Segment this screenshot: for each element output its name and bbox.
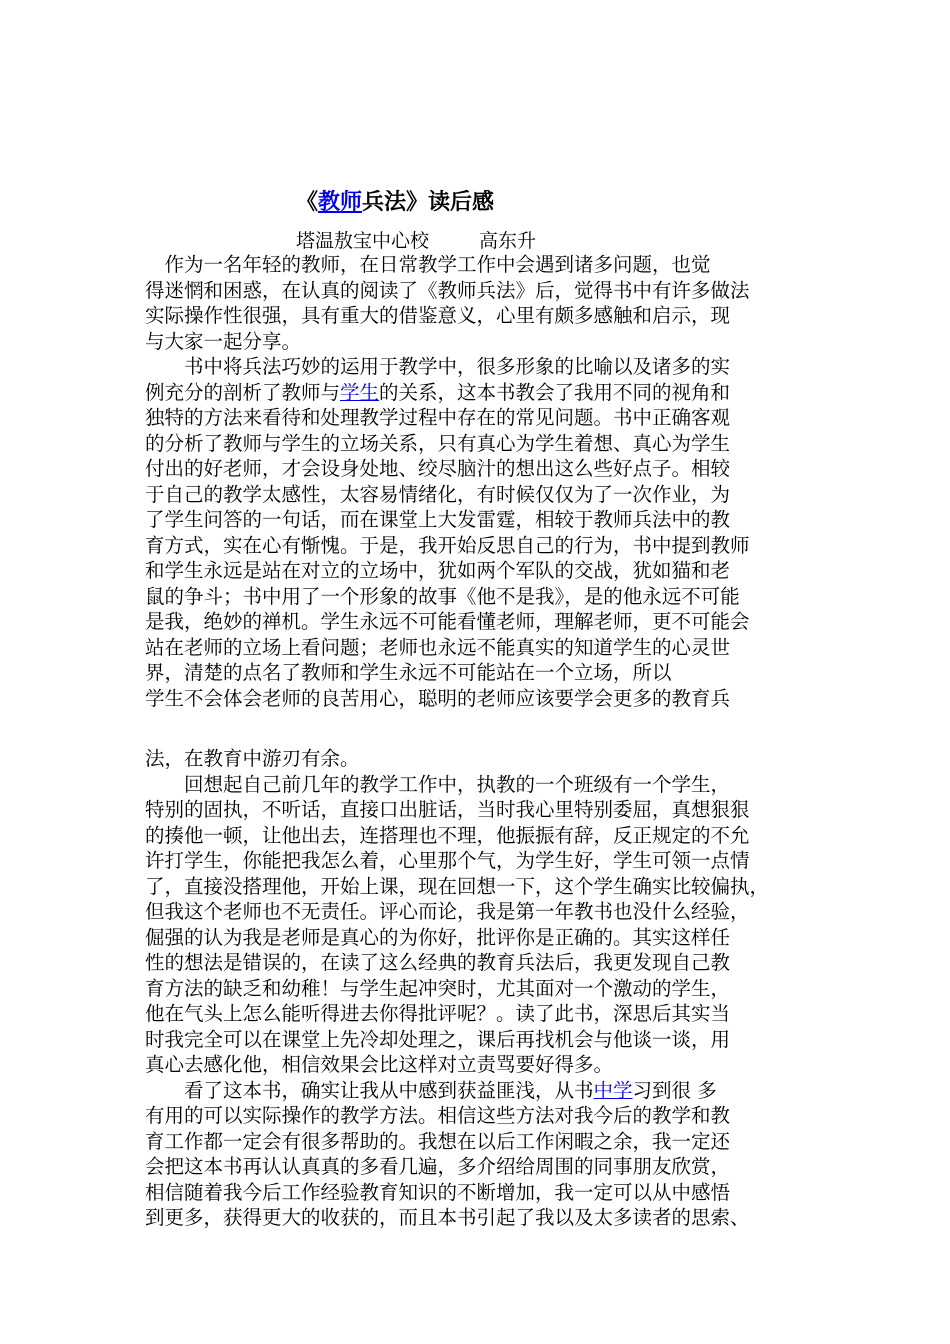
text-line: 他在气头上怎么能听得进去你得批评呢？。读了此书，深思后其实当 <box>145 1002 731 1025</box>
text-line: 书中将兵法巧妙的运用于教学中，很多形象的比喻以及诸多的实 <box>145 355 731 378</box>
text-line: 与大家一起分享。 <box>145 329 302 353</box>
text-line: 时我完全可以在课堂上先冷却处理之，课后再找机会与他谈一谈，用 <box>145 1027 731 1051</box>
body-section-2 <box>145 746 810 1231</box>
title-suffix: 兵法》读后感 <box>362 190 495 215</box>
text-run: 例充分的剖析了教师与 <box>145 380 341 404</box>
text-line: 育方法的缺乏和幼稚！与学生起冲突时，尤其面对一个激动的学生， <box>145 976 731 1000</box>
document-title <box>296 185 494 216</box>
text-line: 付出的好老师，才会设身处地、绞尽脑汁的想出这么些好点子。相较 <box>145 457 731 480</box>
text-line: 的分析了教师与学生的立场关系，只有真心为学生着想、真心为学生 <box>145 431 731 455</box>
text-line: 了，直接没搭理他，开始上课，现在回想一下，这个学生确实比较偏执， <box>145 874 770 898</box>
title-prefix: 《 <box>296 190 319 215</box>
title-link-teacher[interactable]: 教师 <box>318 190 363 215</box>
text-line: 学生不会体会老师的良苦用心，聪明的老师应该要学会更多的教育兵 <box>145 686 731 710</box>
text-line: 实际操作性很强，具有重大的借鉴意义，心里有颇多感触和启示，现 <box>145 304 731 327</box>
text-line: 于自己的教学太感性，太容易情绪化，有时候仅仅为了一次作业，为 <box>145 482 731 506</box>
text-line: 站在老师的立场上看问题；老师也永远不能真实的知道学生的心灵世 <box>145 635 731 659</box>
text-line: 作为一名年轻的教师，在日常教学工作中会遇到诸多问题，也觉 <box>145 253 711 276</box>
text-line: 鼠的争斗；书中用了一个形象的故事《他不是我》，是的他永远不可能 <box>145 584 740 608</box>
text-line: 界，清楚的点名了教师和学生永远不可能站在一个立场，所以 <box>145 661 672 684</box>
text-line: 相信随着我今后工作经验教育知识的不断增加，我一定可以从中感悟 <box>145 1180 731 1204</box>
text-line <box>145 380 810 406</box>
link-student[interactable]: 学生 <box>340 380 380 404</box>
text-line: 法，在教育中游刃有余。 <box>145 747 360 770</box>
author-name: 高东升 <box>479 230 537 252</box>
text-line: 许打学生，你能把我怎么着，心里那个气，为学生好，学生可领一点情 <box>145 849 750 872</box>
text-line: 有用的可以实际操作的教学方法。相信这些方法对我今后的教学和教 <box>145 1104 731 1127</box>
text-line: 特别的固执，不听话，直接口出脏话，当时我心里特别委屈，真想狠狠 <box>145 798 750 821</box>
text-line: 和学生永远是站在对立的立场中，犹如两个军队的交战，犹如猫和老 <box>145 559 731 582</box>
text-line: 性的想法是错误的，在读了这么经典的教育兵法后，我更发现自己教 <box>145 951 731 974</box>
text-run: 习到很 多 <box>632 1078 717 1102</box>
link-middle-school[interactable]: 中学 <box>593 1078 633 1102</box>
author-line <box>296 226 536 253</box>
text-line: 是我，绝妙的禅机。学生永远不可能看懂老师，理解老师，更不可能会 <box>145 610 750 633</box>
text-run: 的关系，这本书教会了我用不同的视角和 <box>379 380 731 404</box>
text-line: 得迷惘和困惑，在认真的阅读了《教师兵法》后，觉得书中有许多做法 <box>145 278 750 302</box>
text-line: 到更多，获得更大的收获的，而且本书引起了我以及太多读者的思索、 <box>145 1206 750 1229</box>
author-school: 塔温敖宝中心校 <box>296 230 430 252</box>
text-line: 育工作都一定会有很多帮助的。我想在以后工作闲暇之余，我一定还 <box>145 1129 731 1153</box>
text-line: 育方式，实在心有惭愧。于是，我开始反思自己的行为，书中提到教师 <box>145 533 750 557</box>
text-line: 回想起自己前几年的教学工作中，执教的一个班级有一个学生， <box>145 772 731 796</box>
text-line: 了学生问答的一句话，而在课堂上大发雷霆，相较于教师兵法中的教 <box>145 508 731 531</box>
text-line <box>145 1078 810 1104</box>
text-run: 看了这本书，确实让我从中感到获益匪浅，从书 <box>145 1078 594 1102</box>
text-line: 倔强的认为我是老师是真心的为你好，批评你是正确的。其实这样任 <box>145 925 731 949</box>
text-line: 会把这本书再认认真真的多看几遍，多介绍给周围的同事朋友欣赏， <box>145 1155 731 1178</box>
text-line: 独特的方法来看待和处理教学过程中存在的常见问题。书中正确客观 <box>145 406 731 429</box>
body-section-1 <box>145 252 810 711</box>
text-line: 的揍他一顿，让他出去，连搭理也不理，他振振有辞，反正规定的不允 <box>145 823 750 847</box>
text-line: 但我这个老师也不无责任。评心而论，我是第一年教书也没什么经验， <box>145 900 750 923</box>
text-line: 真心去感化他，相信效果会比这样对立责骂要好得多。 <box>145 1053 614 1076</box>
